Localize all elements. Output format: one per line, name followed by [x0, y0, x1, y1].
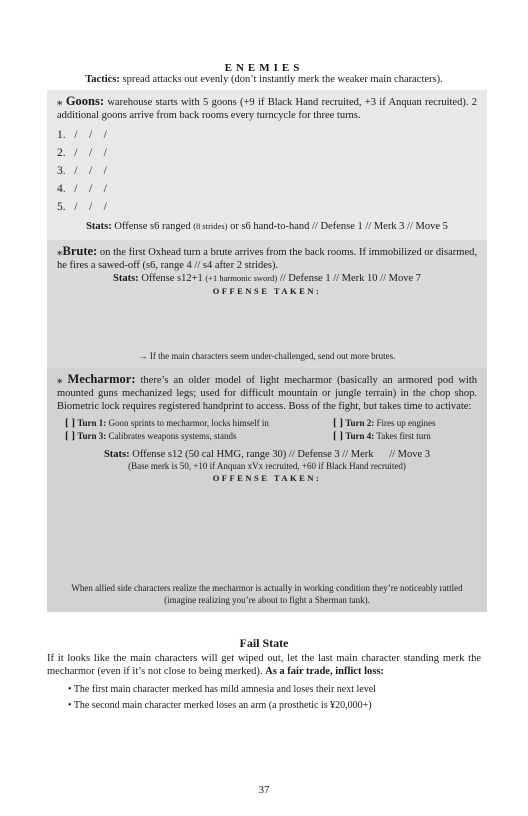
list-item: • The second main character merked loses an arm (a prosthetic is ¥20,000+): [68, 700, 372, 711]
turn-label: Turn 2:: [345, 418, 375, 428]
mecharmor-stats-label: Stats:: [103, 449, 130, 460]
brute-offense-taken: OFFENSE TAKEN:: [212, 286, 322, 296]
tactics-line: [0, 74, 528, 85]
brute-name: Brute:: [62, 244, 98, 258]
brute-description: [57, 245, 477, 272]
goon-slot: 3. / / /: [57, 165, 107, 177]
fail-state-bold: As a fair trade, inflict loss:: [265, 666, 384, 677]
mecharmor-stats-text: Offense s12 (50 cal HMG, range 30) // Defense 3 // Merk // Move 3: [129, 449, 431, 460]
turn-text: Goon sprints to mecharmor, locks himself in: [106, 418, 269, 428]
fail-state-text: If it looks like the main characters will get wiped out, let the last main character standing merk the mecharmor (even if it’s not close to being merked).: [47, 653, 481, 677]
turn-checkbox[interactable]: [ ]: [65, 430, 76, 442]
mecharmor-description: [57, 373, 477, 413]
turn-item: [65, 430, 333, 443]
goons-slot-list: [57, 126, 477, 216]
goons-stats-label: Stats:: [86, 221, 112, 232]
tactics-text: spread attacks out evenly (don’t instantly merk the weaker main characters).: [119, 74, 443, 85]
turn-checklist: [65, 417, 477, 443]
turn-item: [333, 430, 483, 443]
mecharmor-marker: ⁎: [57, 374, 63, 386]
goons-stats-small: (8 strides): [193, 221, 228, 231]
brute-note: → If the main characters seem under-challenged, send out more brutes.: [138, 351, 396, 361]
section-heading: ENEMIES: [224, 62, 304, 74]
mecharmor-base-merk: (Base merk is 50, +10 if Anquan xVx recruited, +60 if Black Hand recruited): [128, 461, 406, 471]
turn-label: Turn 4:: [345, 431, 375, 441]
brute-stats-a: Offense s12+1: [138, 273, 206, 284]
goons-box: [47, 90, 487, 240]
turn-checkbox[interactable]: [ ]: [333, 417, 344, 429]
mecharmor-box: [47, 368, 487, 612]
mecharmor-stats: [57, 448, 477, 461]
fail-state-list: [68, 682, 488, 714]
goon-slot: 1. / / /: [57, 129, 107, 141]
fail-state-title: Fail State: [239, 636, 289, 650]
turn-text: Fires up engines: [374, 418, 436, 428]
goons-stats: [57, 220, 477, 233]
goons-description: [57, 95, 477, 122]
brute-text: on the first Oxhead turn a brute arrives from the back rooms. If immobilized or disarmed, he fires a sawed-off (s6, range 4 // s4 after 2 strides).: [57, 247, 477, 271]
brute-stats-small: (+1 harmonic sword): [205, 273, 278, 283]
brute-box: [47, 240, 487, 368]
list-item: • The first main character merked has mild amnesia and loses their next level: [68, 684, 376, 695]
turn-label: Turn 3:: [77, 431, 107, 441]
brute-marker: ⁎: [57, 246, 63, 258]
fail-state-body: [47, 652, 481, 678]
goons-stats-a: Offense s6 ranged: [111, 221, 194, 232]
turn-checkbox[interactable]: [ ]: [333, 430, 344, 442]
turn-text: Calibrates weapons systems, stands: [106, 431, 237, 441]
brute-stats-label: Stats:: [113, 273, 139, 284]
turn-item: [65, 417, 333, 430]
goons-name: Goons:: [65, 94, 105, 108]
turn-text: Takes first turn: [374, 431, 431, 441]
mecharmor-text: there’s an older model of light mecharmor (basically an armored pod with mounted guns mechanized legs; used for difficult mountain or jungle terrain) in the chop shop. Biometric lock requires registered handprint to access. Boss of the fight, but takes time to activate:: [57, 375, 478, 412]
goons-marker: ⁎: [57, 96, 63, 108]
mecharmor-name: Mecharmor:: [67, 372, 136, 386]
tactics-label: Tactics:: [85, 74, 120, 85]
brute-stats-b: // Defense 1 // Merk 10 // Move 7: [277, 273, 421, 284]
brute-stats: [57, 272, 477, 285]
goons-text: warehouse starts with 5 goons (+9 if Black Hand recruited, +3 if Anquan recruited). 2 additional goons arrive from back rooms every turncycle for three turns.: [57, 97, 478, 121]
turn-item: [333, 417, 483, 430]
page-number: 37: [258, 784, 270, 796]
turn-label: Turn 1:: [77, 418, 107, 428]
goon-slot: 5. / / /: [57, 201, 107, 213]
turn-checkbox[interactable]: [ ]: [65, 417, 76, 429]
goons-stats-b: or s6 hand-to-hand // Defense 1 // Merk 3 // Move 5: [227, 221, 448, 232]
goon-slot: 4. / / /: [57, 183, 107, 195]
goon-slot: 2. / / /: [57, 147, 107, 159]
mecharmor-note: When allied side characters realize the mecharmor is actually in working condition they’re noticeably rattled (imagine realizing you’re about to fight a Sherman tank).: [71, 583, 463, 605]
mecharmor-offense-taken: OFFENSE TAKEN:: [212, 473, 322, 483]
